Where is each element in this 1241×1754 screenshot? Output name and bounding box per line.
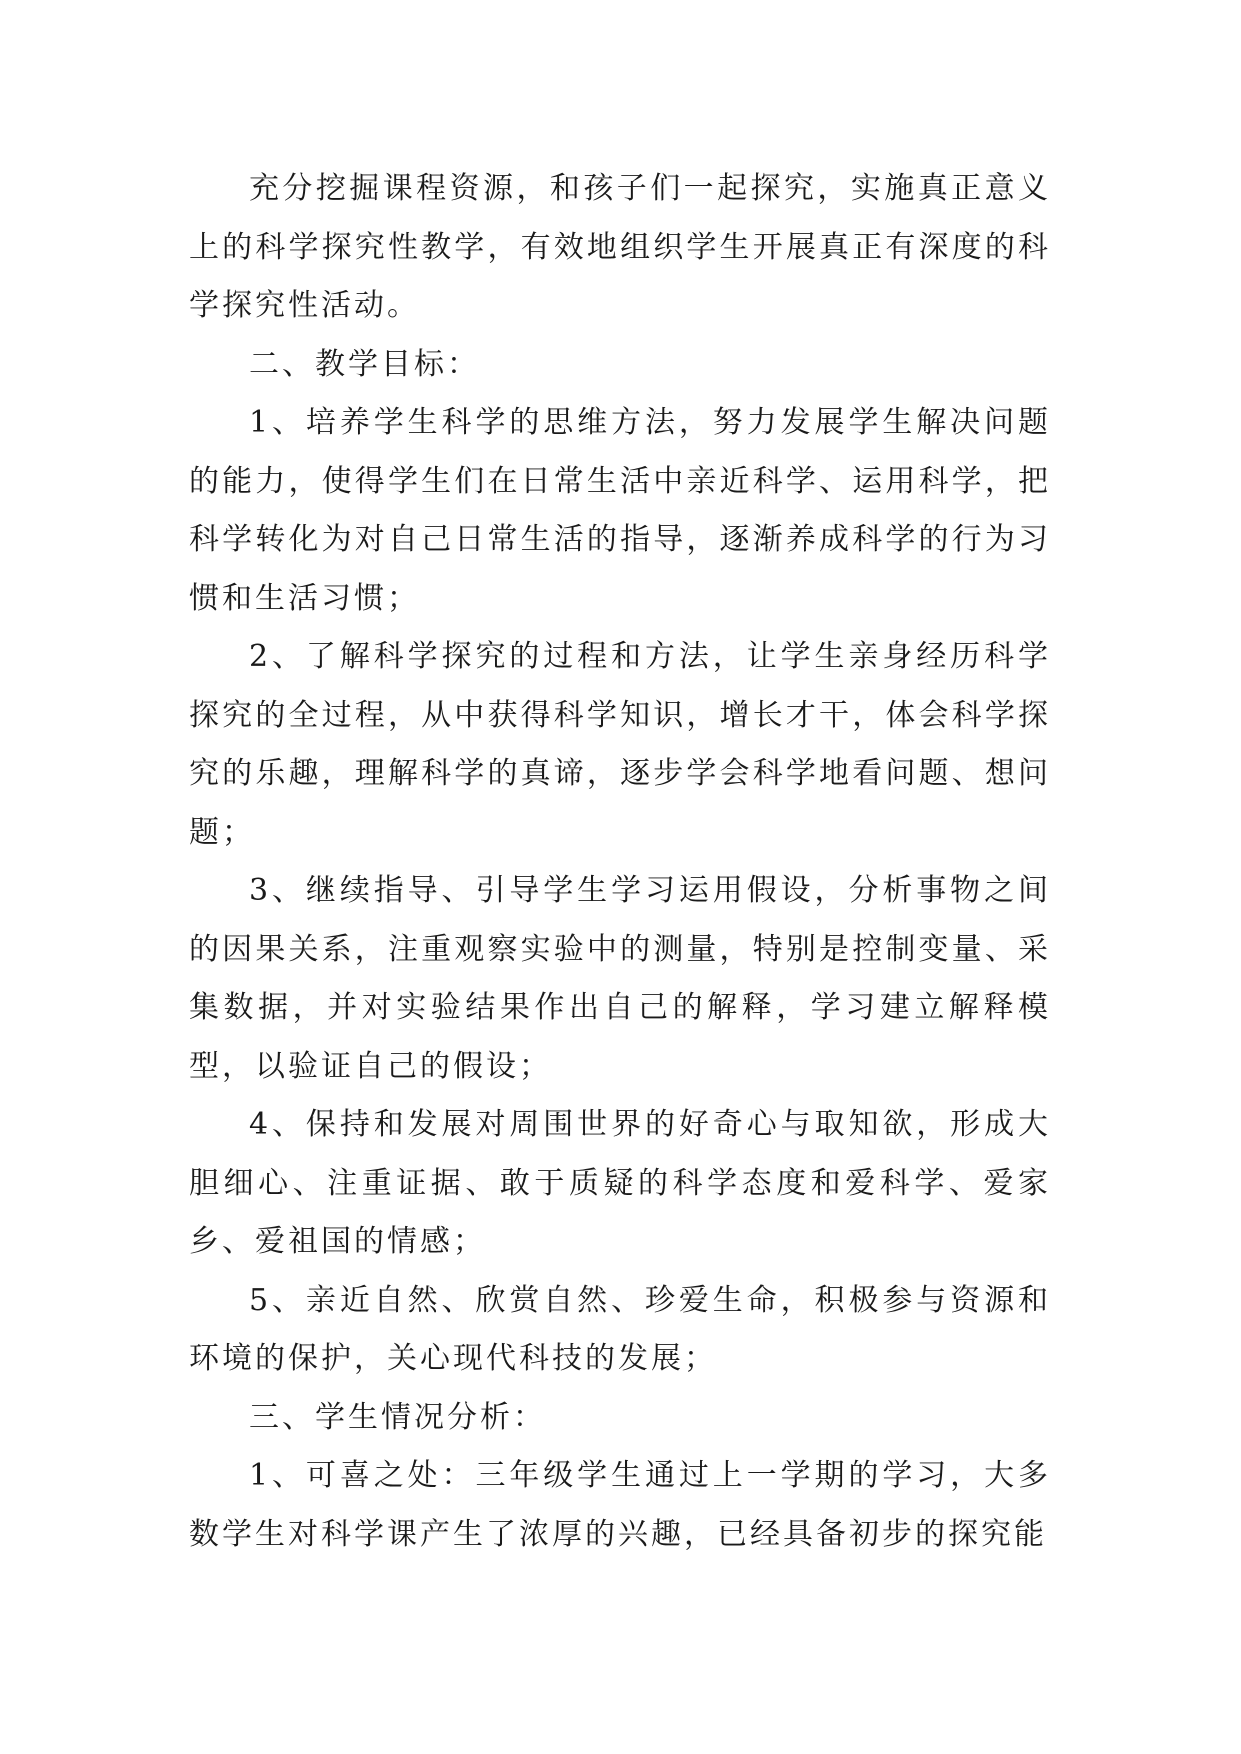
heading-teaching-goals: 二、教学目标： [249,346,480,382]
paragraph-goal-5: 5、亲近自然、欣赏自然、珍爱生命，积极参与资源和环境的保护，关心现代科技的发展； [189,1282,1051,1376]
paragraph-goal-3: 3、继续指导、引导学生学习运用假设，分析事物之间的因果关系，注重观察实验中的测量，特别是控制变量、采集数据，并对实验结果作出自己的解释，学习建立解释模型，以验证自己的假设； [189,873,1051,1084]
paragraph-intro: 充分挖掘课程资源，和孩子们一起探究，实施真正意义上的科学探究性教学，有效地组织学生开展真正有深度的科学探究性活动。 [189,171,1051,323]
paragraph-goal-1: 1、培养学生科学的思维方法，努力发展学生解决问题的能力，使得学生们在日常生活中亲近科学、运用科学，把科学转化为对自己日常生活的指导，逐渐养成科学的行为习惯和生活习惯； [189,405,1051,616]
paragraph-goal-2: 2、了解科学探究的过程和方法，让学生亲身经历科学探究的全过程，从中获得科学知识，增长才干，体会科学探究的乐趣，理解科学的真谛，逐步学会科学地看问题、想问题； [189,639,1051,850]
paragraph-analysis-1: 1、可喜之处：三年级学生通过上一学期的学习，大多数学生对科学课产生了浓厚的兴趣，已经具备初步的探究能 [189,1458,1051,1552]
document-body [189,160,1051,1564]
heading-student-analysis: 三、学生情况分析： [249,1399,546,1435]
paragraph-goal-4: 4、保持和发展对周围世界的好奇心与取知欲，形成大胆细心、注重证据、敢于质疑的科学态度和爱科学、爱家乡、爱祖国的情感； [189,1107,1051,1259]
